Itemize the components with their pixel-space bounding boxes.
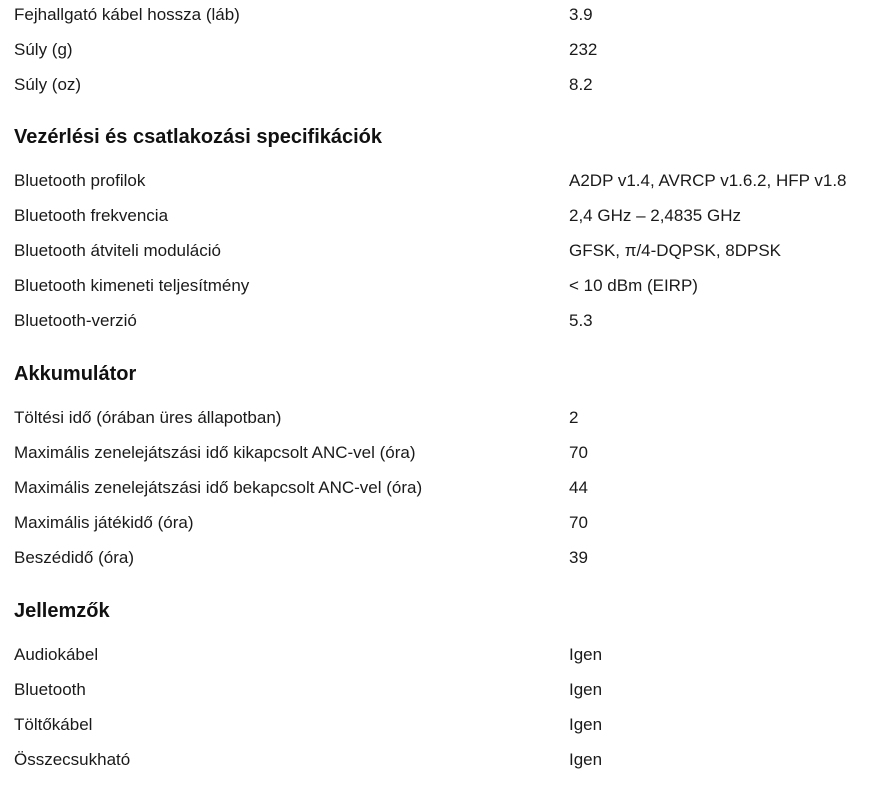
spec-label: Bluetooth profilok (14, 171, 146, 190)
spec-value: 2,4 GHz – 2,4835 GHz (569, 206, 741, 225)
spec-row (14, 32, 888, 67)
spec-row (14, 672, 888, 707)
spec-label: Összecsukható (14, 750, 131, 769)
spec-value: Igen (569, 645, 603, 664)
spec-value: A2DP v1.4, AVRCP v1.6.2, HFP v1.8 (569, 171, 847, 190)
spec-label: Bluetooth átviteli moduláció (14, 241, 221, 260)
spec-section-battery (14, 360, 888, 575)
spec-row (14, 163, 888, 198)
spec-value: GFSK, π/4-DQPSK, 8DPSK (569, 241, 782, 260)
spec-value: 5.3 (569, 311, 593, 330)
spec-group-physical (14, 0, 888, 102)
spec-label: Töltőkábel (14, 715, 93, 734)
spec-label: Bluetooth kimeneti teljesítmény (14, 276, 250, 295)
spec-value: 70 (569, 443, 588, 462)
spec-label: Maximális zenelejátszási idő bekapcsolt ANC-vel (óra) (14, 478, 423, 497)
spec-row (14, 67, 888, 102)
spec-value: < 10 dBm (EIRP) (569, 276, 698, 295)
spec-label: Maximális zenelejátszási idő kikapcsolt ANC-vel (óra) (14, 443, 416, 462)
spec-row (14, 470, 888, 505)
spec-row (14, 268, 888, 303)
spec-row (14, 707, 888, 742)
spec-label: Beszédidő (óra) (14, 548, 135, 567)
spec-section-connectivity (14, 123, 888, 338)
spec-label: Bluetooth (14, 680, 86, 699)
spec-label: Audiokábel (14, 645, 99, 664)
spec-value: 232 (569, 40, 598, 59)
spec-row (14, 233, 888, 268)
spec-value: 2 (569, 408, 579, 427)
spec-value: 8.2 (569, 75, 593, 94)
section-title: Akkumulátor (14, 363, 137, 385)
spec-label: Maximális játékidő (óra) (14, 513, 194, 532)
spec-value: 70 (569, 513, 588, 532)
spec-row (14, 198, 888, 233)
spec-row (14, 303, 888, 338)
spec-label: Bluetooth frekvencia (14, 206, 169, 225)
spec-label: Bluetooth-verzió (14, 311, 137, 330)
spec-value: 44 (569, 478, 588, 497)
spec-row (14, 0, 888, 32)
spec-row (14, 637, 888, 672)
spec-value: Igen (569, 680, 603, 699)
spec-value: Igen (569, 750, 603, 769)
spec-row (14, 400, 888, 435)
spec-value: 3.9 (569, 5, 593, 24)
spec-row (14, 435, 888, 470)
spec-label: Töltési idő (órában üres állapotban) (14, 408, 282, 427)
spec-section-features (14, 597, 888, 777)
spec-label: Súly (oz) (14, 75, 82, 94)
spec-value: Igen (569, 715, 603, 734)
spec-row (14, 540, 888, 575)
spec-label: Súly (g) (14, 40, 73, 59)
spec-row (14, 742, 888, 777)
spec-row (14, 505, 888, 540)
section-title: Vezérlési és csatlakozási specifikációk (14, 126, 383, 148)
spec-value: 39 (569, 548, 588, 567)
spec-label: Fejhallgató kábel hossza (láb) (14, 5, 240, 24)
section-title: Jellemzők (14, 600, 110, 622)
